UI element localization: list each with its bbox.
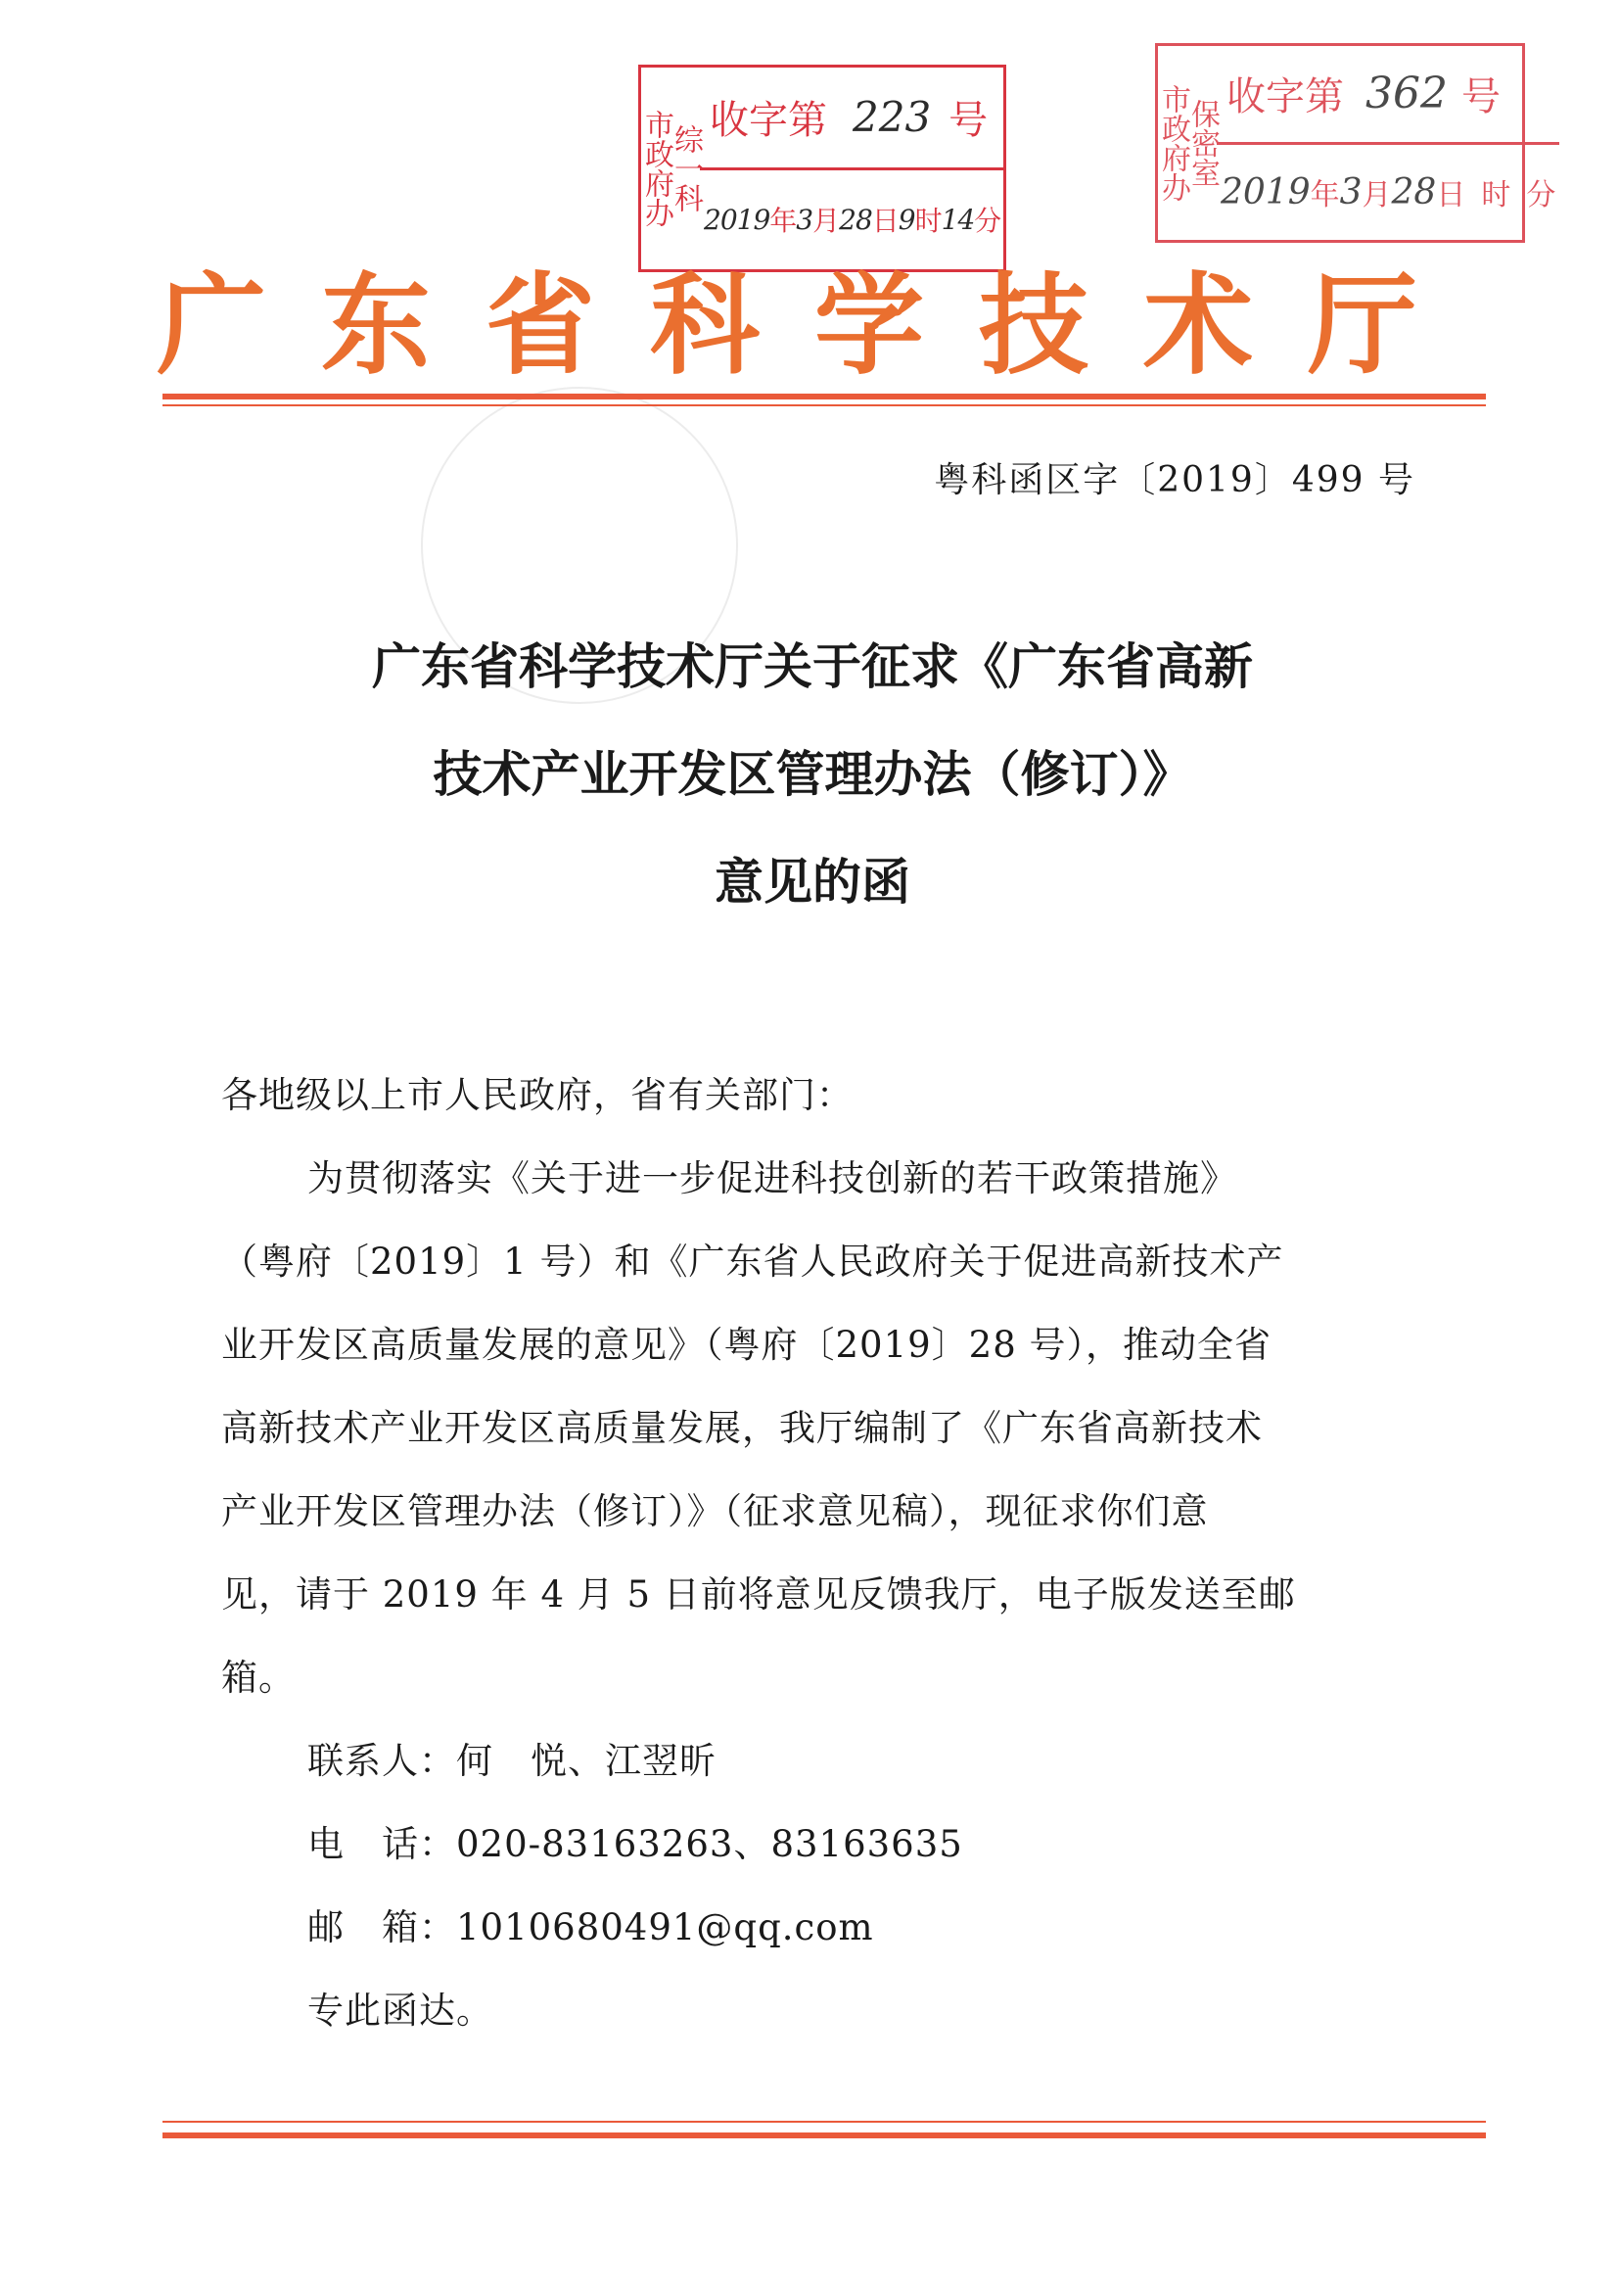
stamp-receipt-number: 362	[1365, 69, 1448, 119]
contact-person	[221, 1719, 1425, 1803]
stamp-receipt-suffix: 号	[948, 98, 989, 144]
body-line: （粤府〔2019〕1 号）和《广东省人民政府关于促进高新技术产	[221, 1241, 1284, 1283]
stamp-date-year: 2019	[1221, 171, 1311, 212]
stamp-dept-label: 保密室	[1185, 99, 1220, 187]
stamp-date-row	[1217, 142, 1559, 241]
contact-person-value: 何 悦、江翌昕	[456, 1740, 717, 1782]
stamp-receipt-label: 收字第	[1226, 74, 1344, 120]
body-line: 见，请于 2019 年 4 月 5 日前将意见反馈我厅，电子版发送至邮	[221, 1573, 1296, 1616]
contact-person-label: 联系人：	[307, 1740, 456, 1782]
contact-email	[221, 1886, 1425, 1969]
stamp-minute-label: 分	[1526, 178, 1556, 213]
stamp-dept-label: 综一科	[669, 124, 703, 212]
header-rule-thin	[162, 404, 1486, 406]
stamp-date-hour: 9	[898, 203, 915, 236]
body-line: 为贯彻落实《关于进一步促进科技创新的若干政策措施》	[307, 1157, 1237, 1199]
receipt-stamp-left	[638, 65, 1006, 272]
stamp-minute-label: 分	[974, 205, 1001, 238]
header-rule-thick	[162, 394, 1486, 399]
body-line: 业开发区高质量发展的意见》（粤府〔2019〕28 号），推动全省	[221, 1324, 1272, 1366]
contact-email-value[interactable]: 1010680491@qq.com	[456, 1906, 874, 1948]
stamp-date-day: 28	[839, 203, 872, 236]
stamp-receipt-number: 223	[853, 93, 932, 142]
stamp-hour-label: 时	[1481, 178, 1511, 213]
body-line: 产业开发区管理办法（修订）》（征求意见稿），现征求你们意	[221, 1490, 1209, 1532]
stamp-org-label: 市政府办	[639, 110, 673, 227]
stamp-date-month: 3	[796, 203, 813, 236]
stamp-month-label: 月	[1362, 178, 1392, 213]
salutation: 各地级以上市人民政府，省有关部门：	[221, 1074, 854, 1116]
contact-phone-label: 电 话：	[307, 1823, 456, 1865]
contact-phone-value: 020-83163263、83163635	[456, 1823, 963, 1865]
stamp-date-day: 28	[1391, 171, 1437, 212]
title-line: 广东省科学技术厅关于征求《广东省高新	[372, 637, 1253, 695]
stamp-year-label: 年	[1310, 178, 1340, 213]
letter-body	[221, 1054, 1425, 2052]
footer-rule-thin	[162, 2121, 1486, 2123]
stamp-day-label: 日	[871, 205, 899, 238]
contact-email-label: 邮 箱：	[307, 1906, 456, 1948]
title-line: 技术产业开发区管理办法（修订）》	[433, 745, 1192, 803]
footer-rule-thick	[162, 2132, 1486, 2138]
document-title	[176, 613, 1449, 936]
stamp-month-label: 月	[812, 205, 840, 238]
receipt-stamp-right	[1155, 43, 1556, 243]
stamp-receipt-suffix: 号	[1460, 74, 1501, 120]
stamp-day-label: 日	[1436, 178, 1466, 213]
closing-line: 专此函达。	[307, 1990, 493, 2032]
document-number: 粤科函区字〔2019〕499 号	[934, 460, 1415, 500]
masthead-title: 广东省科学技术厅	[157, 261, 1472, 390]
stamp-receipt-label: 收字第	[710, 98, 827, 144]
stamp-year-label: 年	[769, 205, 797, 238]
stamp-hour-label: 时	[914, 205, 942, 238]
title-line: 意见的函	[715, 853, 910, 911]
contact-phone	[221, 1803, 1425, 1886]
stamp-date-year: 2019	[704, 203, 770, 236]
stamp-date-minute: 14	[941, 203, 975, 236]
stamp-date-row	[700, 167, 1004, 270]
body-line: 箱。	[221, 1657, 296, 1699]
stamp-receipt-row	[700, 68, 1004, 167]
stamp-org-label: 市政府办	[1156, 84, 1190, 202]
body-line: 高新技术产业开发区高质量发展，我厅编制了《广东省高新技术	[221, 1407, 1263, 1449]
stamp-date-month: 3	[1339, 171, 1363, 212]
stamp-receipt-row	[1217, 46, 1559, 142]
